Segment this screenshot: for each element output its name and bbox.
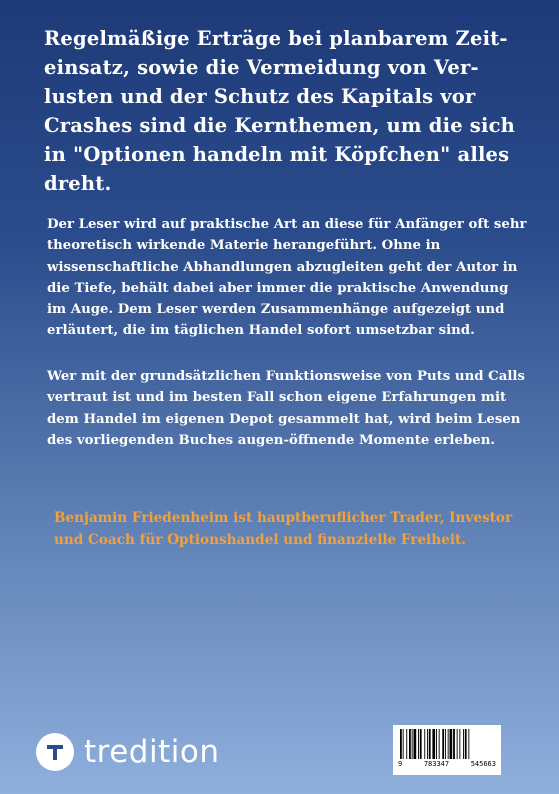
barcode-bars: [399, 729, 495, 759]
barcode-digits-left: 783347: [423, 760, 450, 768]
barcode-digits-right: 545663: [470, 760, 496, 768]
description-paragraph-2: Wer mit der grundsätzlichen Funktionsweise von Puts und Calls vertraut ist und im besten Fall schon eigene Erfahrungen mit dem Handel im eigenen Depot gesammelt hat, wird beim Lesen des vorliegenden Buches augen-öffnende Momente erleben.: [47, 369, 525, 448]
publisher-logo: [36, 733, 219, 771]
publisher-name: tredition: [84, 734, 220, 770]
description-paragraph-1: Der Leser wird auf praktische Art an diese für Anfänger oft sehr theoretisch wirkende Materie herangeführt. Ohne in wissenschaftliche Abhandlungen abzugleiten geht der Autor in die Tiefe, behält dabei aber immer die praktische Anwendung im Auge. Dem Leser werden Zusammenhänge aufgezeigt und erläutert, die im täglichen Handel sofort umsetzbar sind.: [47, 217, 527, 339]
barcode-number: [398, 760, 496, 768]
barcode-digits-first: 9: [398, 760, 403, 768]
author-bio: Benjamin Friedenheim ist hauptberuflicher Trader, Investor und Coach für Optionshandel und finanzielle Freiheit.: [54, 510, 513, 548]
back-cover-headline: Regelmäßige Erträge bei planbarem Zeit-einsatz, sowie die Vermeidung von Ver-lusten und der Schutz des Kapitals vor Crashes sind die Kernthemen, um die sich in "Optionen handeln mit Köpfchen" alles dreht.: [44, 27, 516, 195]
isbn-barcode: [393, 725, 501, 775]
tredition-t-icon: [36, 733, 74, 771]
